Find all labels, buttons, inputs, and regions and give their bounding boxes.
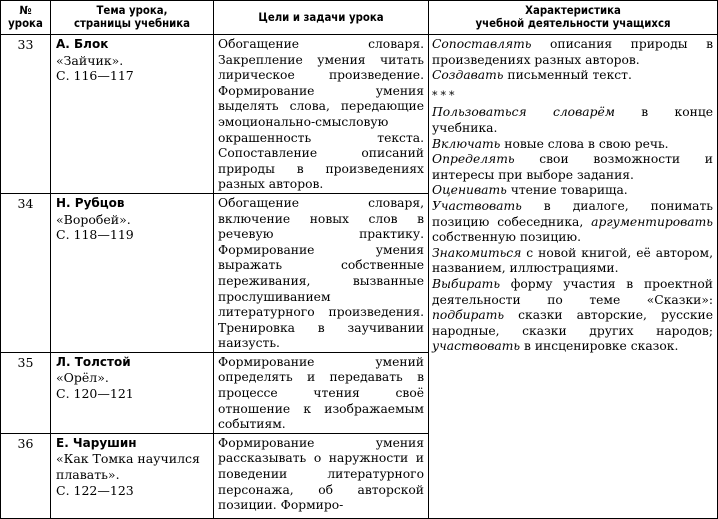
lesson-goals: Обогащение словаря. Закрепление умения читать лирическое произведение. Формирование умения выделять слова, передающие эмоционально-смысловую окрашенность текста. Сопоставление описаний природы в произведениях разных авторов.	[214, 35, 429, 194]
activity-item: Выбирать форму участия в проектной деятельности по теме «Сказки»: подбирать сказки авторские, русские народные, сказки других народов; участвовать в инсценировке сказок.	[432, 276, 713, 354]
lesson-pages: С. 122—123	[56, 482, 134, 498]
lesson-num: 33	[1, 35, 51, 194]
lesson-pages: С. 120—121	[56, 386, 134, 402]
activity-item: Определять свои возможности и интересы при выборе задания.	[432, 152, 713, 182]
lesson-title: «Воробей».	[56, 211, 131, 227]
lesson-topic	[51, 35, 214, 194]
lesson-goals: Формирование умений определять и передавать в процессе чтения своё отношение к изображаемым событиям.	[214, 352, 429, 433]
activity-item: Участвовать в диалоге, понимать позицию собеседника, аргументировать собственную позицию.	[432, 198, 713, 245]
lesson-author: Л. Толстой	[56, 354, 131, 369]
lesson-goals: Обогащение словаря, включение новых слов в речевую практику. Формирование умения выражать собственные переживания, вызванные прослушиванием литературного произведения. Тренировка в заучивании наизусть.	[214, 193, 429, 352]
activity-item: Пользоваться словарём в конце учебника.	[432, 105, 714, 135]
lesson-pages: С. 116—117	[56, 68, 134, 84]
header-num: № урока	[1, 1, 51, 35]
lesson-title: «Как Томка научился плавать».	[56, 451, 200, 483]
section-divider: ***	[432, 88, 458, 102]
activity-item: Включать новые слова в свою речь.	[432, 136, 669, 151]
header-row	[1, 1, 718, 35]
lesson-goals: Формирование умения рассказывать о наружности и поведении литературного персонажа, об авторской позиции. Формиро-	[214, 433, 429, 518]
lesson-topic	[51, 433, 214, 518]
activity-item: Создавать письменный текст.	[432, 68, 632, 83]
lesson-topic	[51, 193, 214, 352]
lesson-title: «Зайчик».	[56, 52, 124, 68]
lesson-pages: С. 118—119	[56, 227, 134, 243]
lesson-num: 34	[1, 193, 51, 352]
lesson-author: Н. Рубцов	[56, 195, 125, 210]
lesson-topic	[51, 352, 214, 433]
activity-cell	[429, 35, 718, 519]
lesson-title: «Орёл».	[56, 370, 109, 386]
activity-item: Оценивать чтение товарища.	[432, 183, 628, 198]
activity-item: Сопоставлять описания природы в произведениях разных авторов.	[432, 37, 713, 67]
lesson-num: 35	[1, 352, 51, 433]
header-goals: Цели и задачи урока	[214, 1, 429, 35]
lesson-num: 36	[1, 433, 51, 518]
lesson-author: А. Блок	[56, 37, 109, 51]
header-topic: Тема урока, страницы учебника	[51, 1, 214, 35]
lesson-author: Е. Чарушин	[56, 435, 137, 450]
table-row	[1, 35, 718, 194]
header-activity: Характеристика учебной деятельности учащихся	[429, 1, 718, 35]
activity-item: Знакомиться с новой книгой, её автором, названием, иллюстрациями.	[432, 245, 713, 276]
